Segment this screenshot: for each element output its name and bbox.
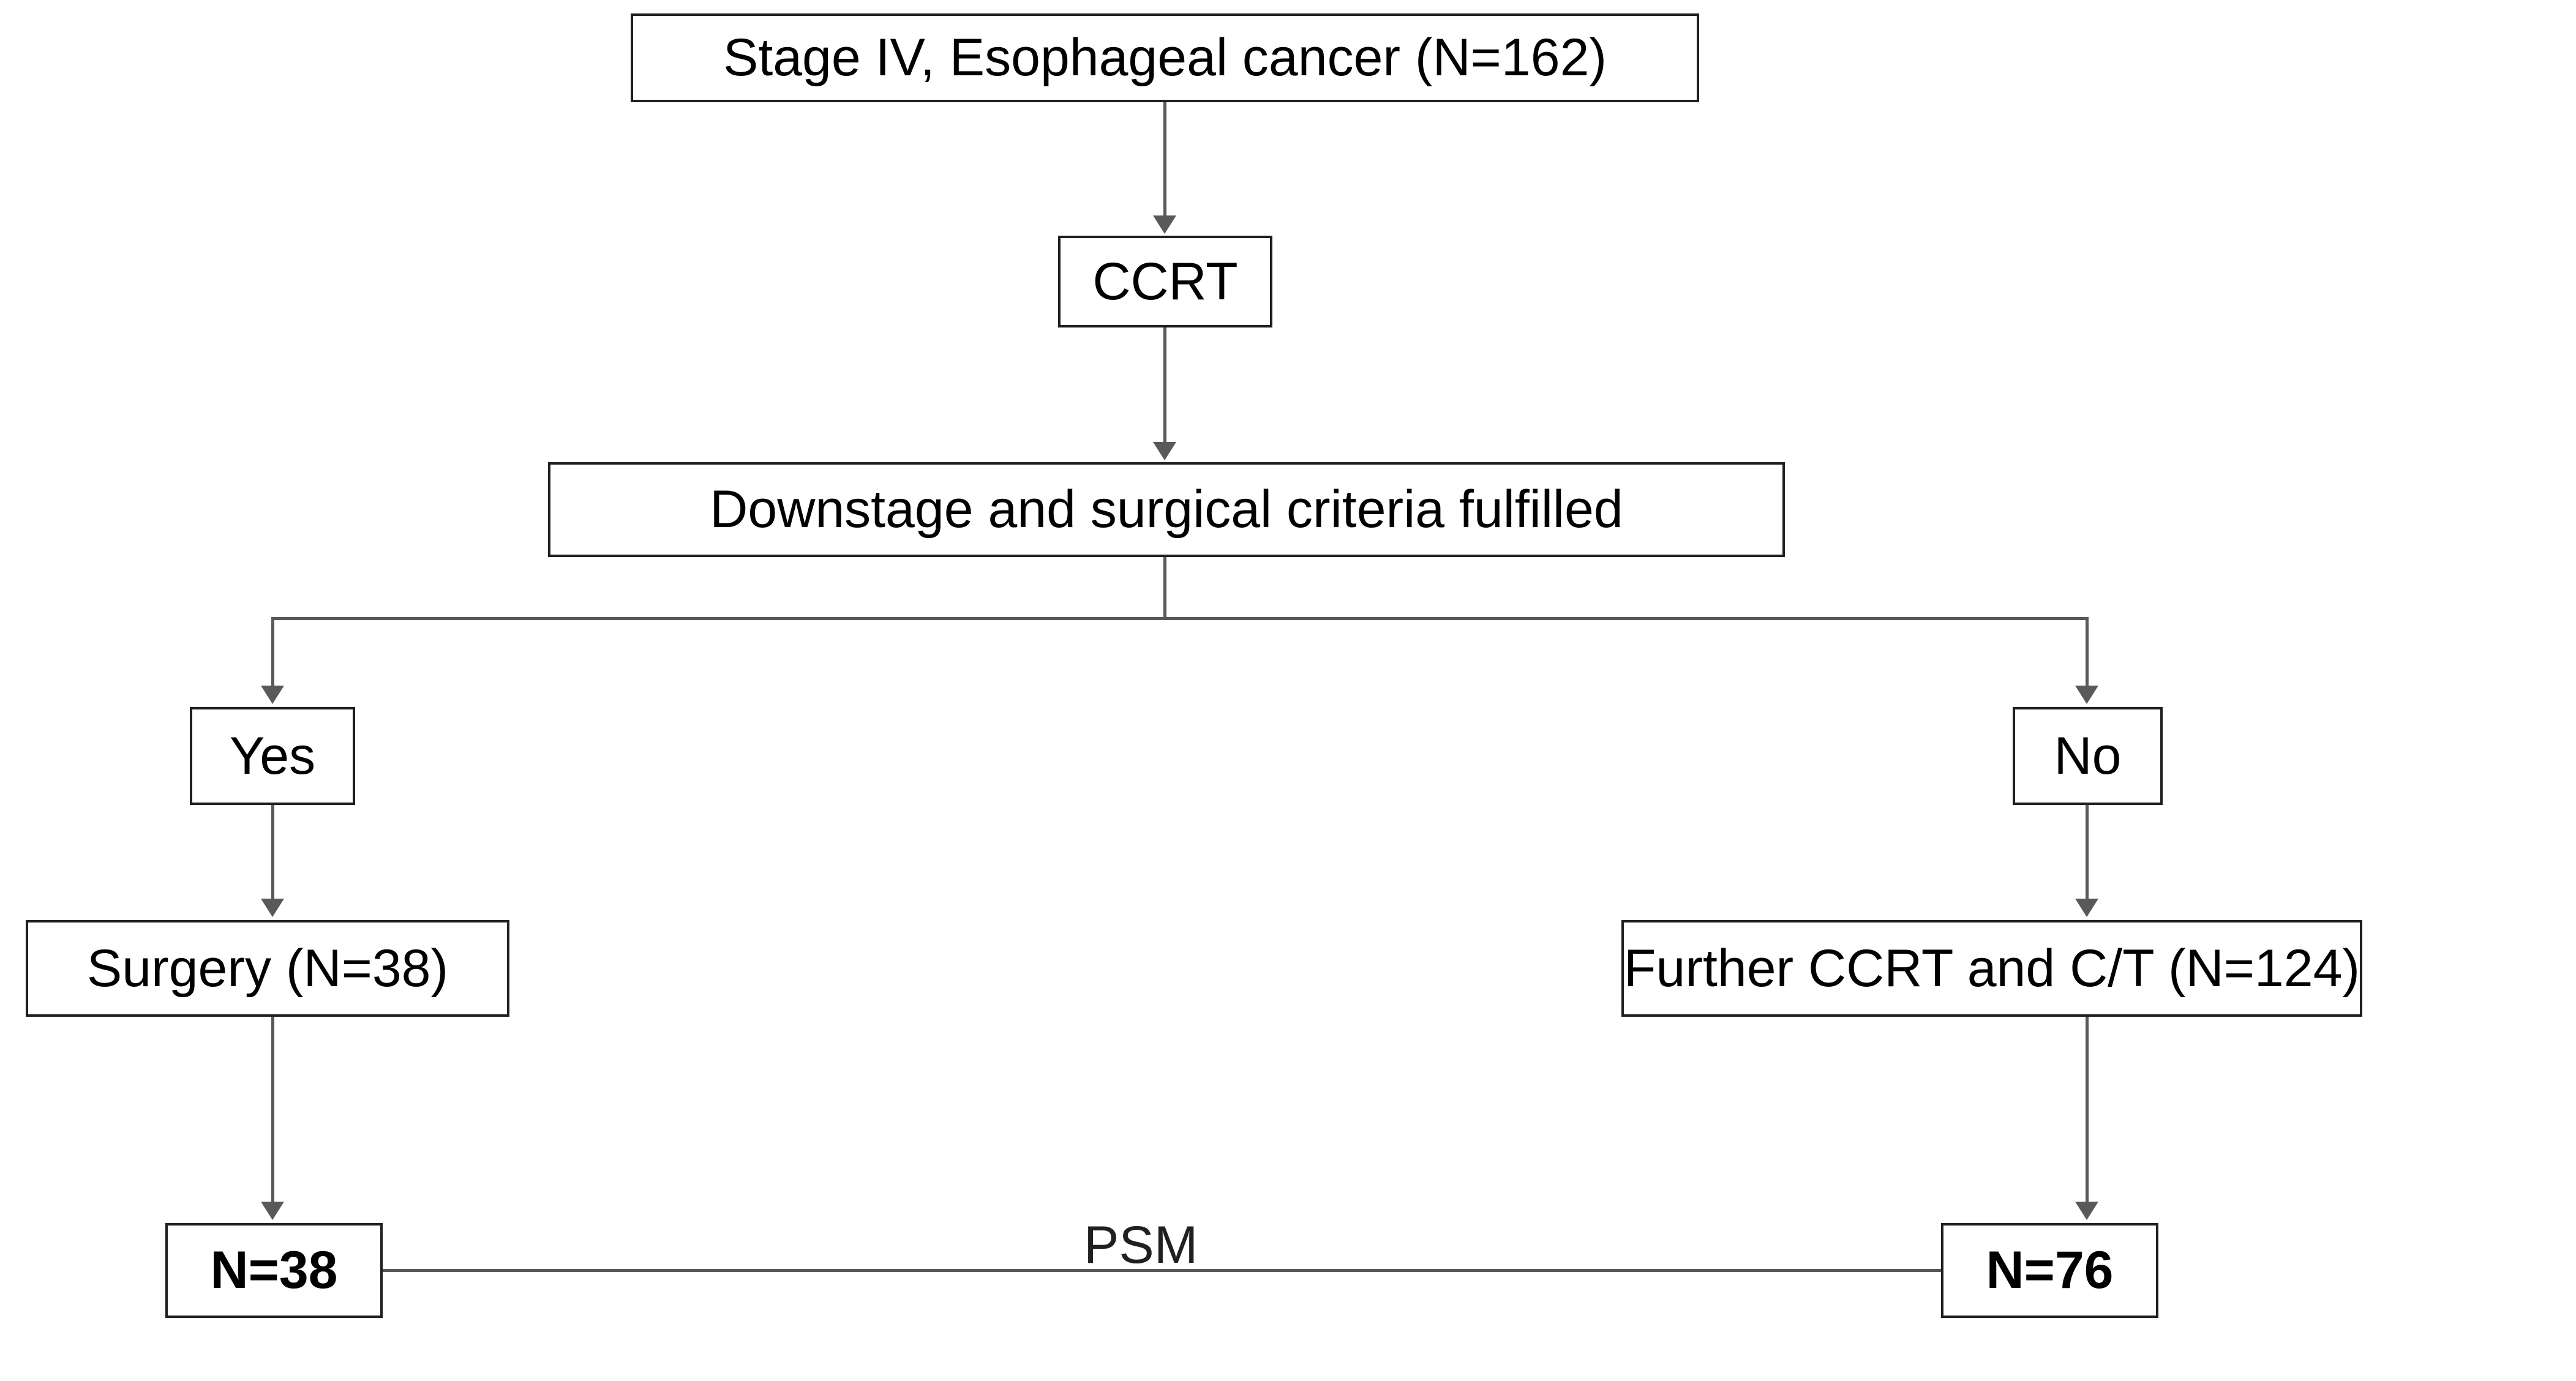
connector-yes-to-surgery [271, 805, 274, 900]
node-ccrt [1058, 236, 1272, 327]
node-downstage-surgical-criteria [548, 462, 1785, 557]
node-stage-iv-label: Stage IV, Esophageal cancer (N=162) [723, 28, 1607, 88]
node-n38-outcome [165, 1223, 383, 1318]
node-further-label: Further CCRT and C/T (N=124) [1623, 938, 2360, 998]
node-ccrt-label: CCRT [1092, 252, 1238, 311]
arrowhead-yes-to-surgery [261, 899, 284, 917]
arrowhead-further-to-n76 [2075, 1202, 2098, 1220]
node-yes [190, 707, 355, 805]
node-no [2013, 707, 2163, 805]
connector-downstage-to-no [2086, 617, 2089, 687]
node-surgery-label: Surgery (N=38) [86, 938, 449, 998]
node-n76-outcome [1941, 1223, 2158, 1318]
connector-surgery-to-n38 [271, 1017, 274, 1203]
arrowhead-no-to-further [2075, 899, 2098, 917]
connector-ccrt-to-downstage [1163, 327, 1166, 443]
node-n76-label: N=76 [1986, 1241, 2114, 1300]
arrowhead-ccrt-to-downstage [1153, 442, 1176, 460]
connector-downstage-stem [1163, 557, 1166, 618]
arrowhead-surgery-to-n38 [261, 1202, 284, 1220]
connector-downstage-to-yes [271, 617, 274, 687]
connector-stage4-to-ccrt [1163, 102, 1166, 217]
node-n38-label: N=38 [210, 1241, 338, 1300]
arrowhead-stage4-to-ccrt [1153, 215, 1176, 234]
node-further-ccrt-and-ct [1621, 920, 2362, 1017]
node-stage-iv-esophageal-cancer [631, 13, 1699, 102]
connector-further-to-n76 [2086, 1017, 2089, 1203]
connector-no-to-further [2086, 805, 2089, 900]
node-yes-label: Yes [229, 726, 316, 785]
node-surgery [26, 920, 509, 1017]
psm-edge-label: PSM [1084, 1216, 1198, 1274]
arrowhead-downstage-to-yes [261, 686, 284, 704]
connector-downstage-crossbar [271, 617, 2089, 620]
arrowhead-downstage-to-no [2075, 686, 2098, 704]
node-no-label: No [2054, 726, 2122, 785]
node-downstage-label: Downstage and surgical criteria fulfilled [710, 480, 1623, 539]
